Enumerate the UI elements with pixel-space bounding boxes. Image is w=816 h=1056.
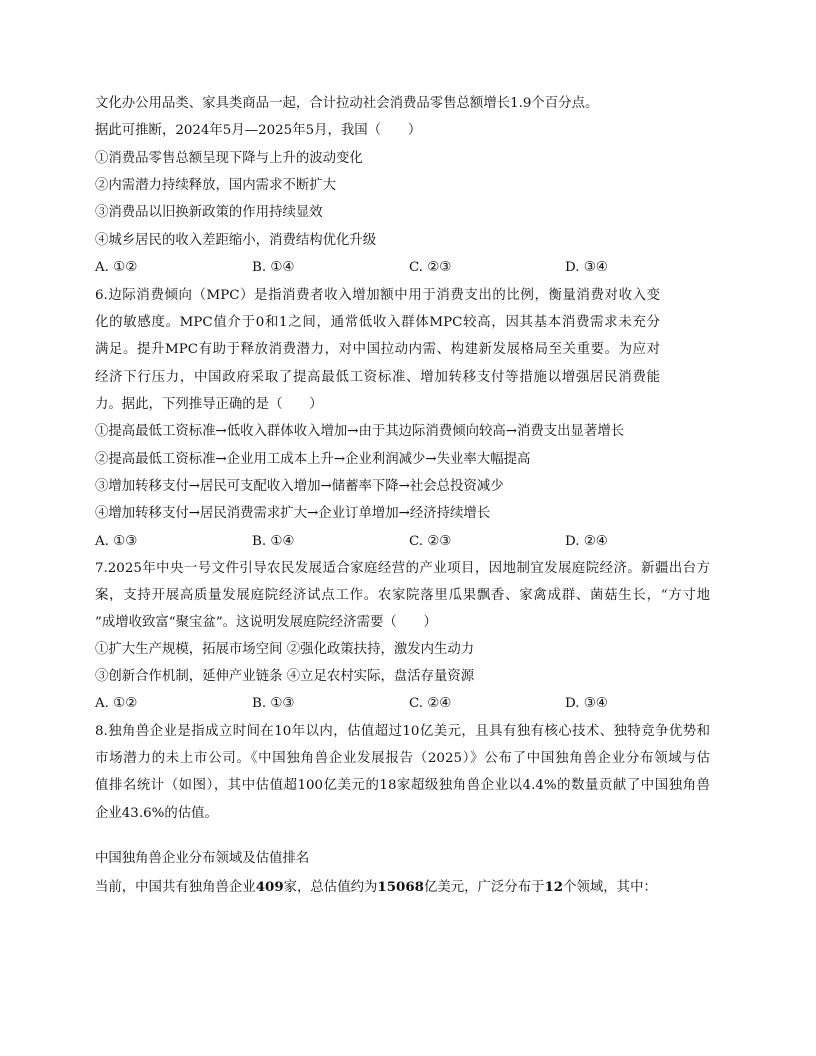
q5-option-c[interactable]: C. ②③ (409, 260, 452, 275)
q6-item-4: ④增加转移支付→居民消费需求扩大→企业订单增加→经济持续增长 (95, 506, 491, 521)
q8-stem-line-1: 8.独角兽企业是指成立时间在10年以内，估值超过10亿美元，且具有独有核心技术、独特竞争优势和 (95, 724, 710, 739)
q5-item-2: ②内需潜力持续释放，国内需求不断扩大 (95, 178, 337, 193)
summary-text-2: 家，总估值约为 (283, 880, 378, 895)
q6-stem-line-3: 满足。提升MPC有助于释放消费潜力，对中国拉动内需、构建新发展格局至关重要。为应对 (95, 342, 660, 357)
q7-option-d[interactable]: D. ③④ (565, 696, 608, 711)
q5-option-d[interactable]: D. ③④ (565, 260, 608, 275)
q6-item-1: ①提高最低工资标准→低收入群体收入增加→由于其边际消费倾向较高→消费支出显著增长 (95, 424, 625, 439)
summary-text-4: 个领域，其中： (563, 880, 657, 895)
summary-count: 409 (255, 879, 284, 895)
q5-item-4: ④城乡居民的收入差距缩小，消费结构优化升级 (95, 233, 377, 248)
q5-item-3: ③消费品以旧换新政策的作用持续显效 (95, 205, 323, 220)
q5-option-a[interactable]: A. ①② (95, 260, 138, 275)
q8-stem-line-4: 企业43.6%的估值。 (95, 806, 218, 821)
q6-option-d[interactable]: D. ②④ (565, 534, 608, 549)
q8-stem-line-3: 值排名统计（如图），其中估值超100亿美元的18家超级独角兽企业以4.4%的数量贡献了中国独角兽 (95, 778, 710, 793)
q6-item-2: ②提高最低工资标准→企业用工成本上升→企业利润减少→失业率大幅提高 (95, 452, 531, 467)
q5-stem: 据此可推断，2024年5月—2025年5月，我国（ ） (95, 123, 422, 138)
q6-option-a[interactable]: A. ①③ (95, 534, 138, 549)
q7-option-c[interactable]: C. ②④ (409, 696, 452, 711)
figure-summary (95, 878, 657, 896)
q6-options (95, 533, 715, 551)
q7-options (95, 695, 715, 713)
q7-item-3-4: ③创新合作机制，延伸产业链条 ④立足农村实际，盘活存量资源 (95, 669, 475, 684)
summary-text-1: 当前，中国共有独角兽企业 (95, 880, 256, 895)
q7-stem-line-2: 案，支持开展高质量发展庭院经济试点工作。农家院落里瓜果飘香、家禽成群、菌菇生长，“方寸地 (95, 588, 710, 603)
q5-item-1: ①消费品零售总额呈现下降与上升的波动变化 (95, 151, 363, 166)
q6-stem-line-1: 6.边际消费倾向（MPC）是指消费者收入增加额中用于消费支出的比例，衡量消费对收入变 (95, 288, 660, 303)
q6-stem-line-4: 经济下行压力，中国政府采取了提高最低工资标准、增加转移支付等措施以增强居民消费能 (95, 370, 660, 385)
q7-stem-line-1: 7.2025年中央一号文件引导农民发展适合家庭经营的产业项目，因地制宜发展庭院经济。新疆出台方 (95, 561, 710, 576)
q6-option-c[interactable]: C. ②③ (409, 534, 452, 549)
q6-stem-line-2: 化的敏感度。MPC值介于0和1之间，通常低收入群体MPC较高，因其基本消费需求未充分 (95, 315, 660, 330)
q6-stem-line-5: 力。据此，下列推导正确的是（ ） (95, 397, 323, 412)
figure-title: 中国独角兽企业分布领域及估值排名 (95, 851, 310, 866)
q6-option-b[interactable]: B. ①④ (252, 534, 295, 549)
q5-option-b[interactable]: B. ①④ (252, 260, 295, 275)
q6-item-3: ③增加转移支付→居民可支配收入增加→储蓄率下降→社会总投资减少 (95, 479, 504, 494)
q8-stem-line-2: 市场潜力的未上市公司。《中国独角兽企业发展报告（2025）》公布了中国独角兽企业分布领域与估 (95, 751, 710, 766)
q7-item-1-2: ①扩大生产规模，拓展市场空间 ②强化政策扶持，激发内生动力 (95, 642, 475, 657)
summary-fields: 12 (544, 879, 564, 895)
q7-option-a[interactable]: A. ①② (95, 696, 138, 711)
q7-stem-line-3: ”成增收致富“聚宝盆”。这说明发展庭院经济需要（ ） (95, 615, 437, 630)
q5-text-line: 文化办公用品类、家具类商品一起，合计拉动社会消费品零售总额增长1.9个百分点。 (95, 96, 599, 111)
q7-option-b[interactable]: B. ①③ (252, 696, 295, 711)
summary-text-3: 亿美元，广泛分布于 (423, 880, 545, 895)
summary-value: 15068 (377, 879, 424, 895)
q5-options (95, 259, 715, 277)
